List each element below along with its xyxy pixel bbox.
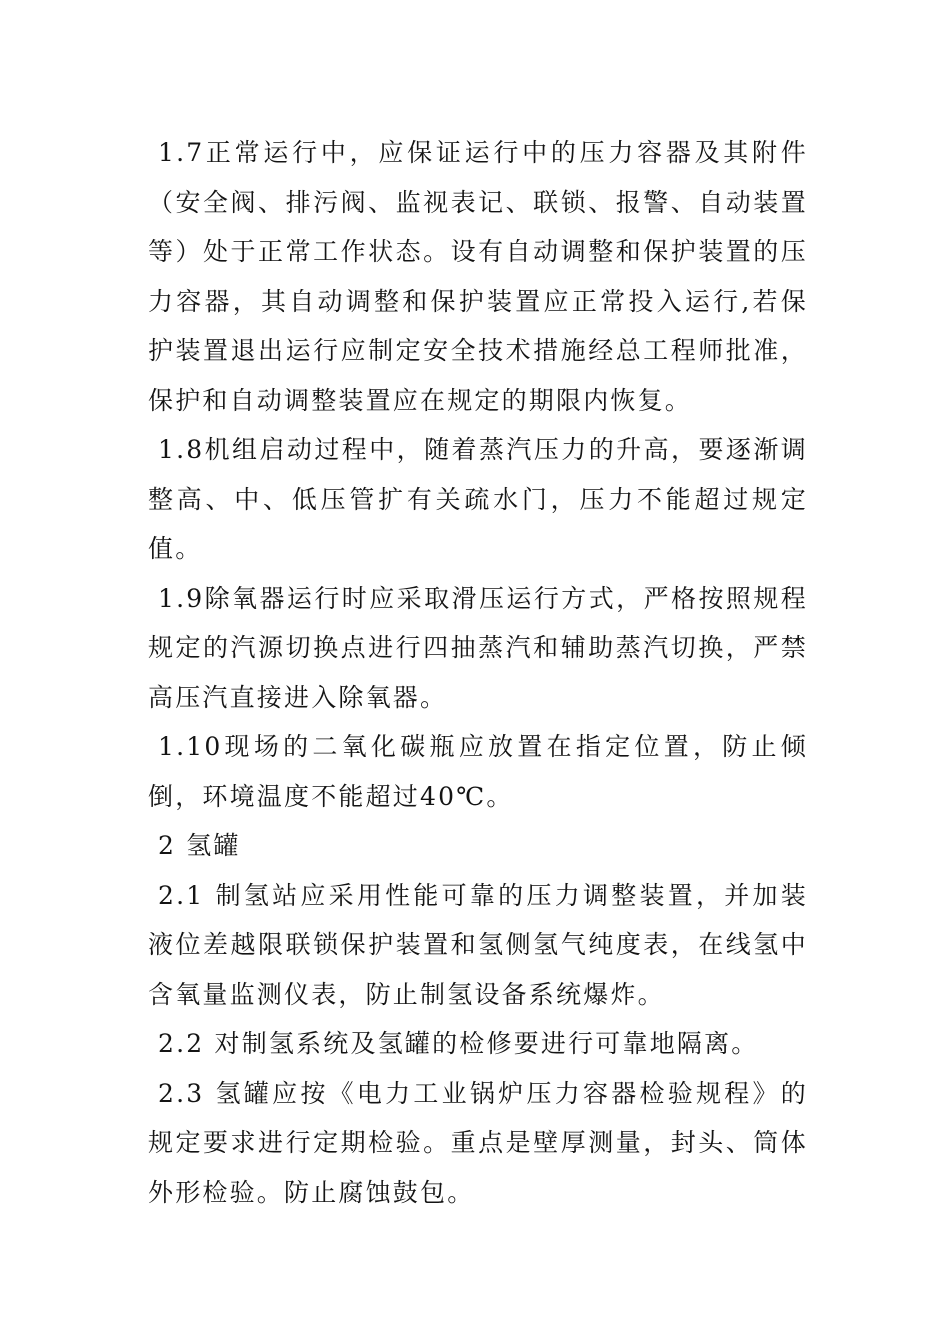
document-body [148,128,808,1217]
paragraph-1-7: 1.7正常运行中，应保证运行中的压力容器及其附件（安全阀、排污阀、监视表记、联锁、报警、自动装置等）处于正常工作状态。设有自动调整和保护装置的压力容器，其自动调整和保护装置应正常投入运行,若保护装置退出运行应制定安全技术措施经总工程师批准，保护和自动调整装置应在规定的期限内恢复。 [148,138,808,415]
paragraph-1-8: 1.8机组启动过程中，随着蒸汽压力的升高，要逐渐调整高、中、低压管扩有关疏水门，压力不能超过规定值。 [148,435,808,563]
paragraph-1-9: 1.9除氧器运行时应采取滑压运行方式，严格按照规程规定的汽源切换点进行四抽蒸汽和辅助蒸汽切换，严禁高压汽直接进入除氧器。 [148,583,808,712]
paragraph-2-2: 2.2 对制氢系统及氢罐的检修要进行可靠地隔离。 [158,1029,759,1058]
paragraph-2-1: 2.1 制氢站应采用性能可靠的压力调整装置，并加装液位差越限联锁保护装置和氢侧氢气纯度表，在线氢中含氧量监测仪表，防止制氢设备系统爆炸。 [148,880,808,1009]
section-heading-hydrogen-tank: 2 氢罐 [158,831,241,860]
paragraph-2-3: 2.3 氢罐应按《电力工业锅炉压力容器检验规程》的规定要求进行定期检验。重点是壁厚测量，封头、筒体外形检验。防止腐蚀鼓包。 [148,1078,808,1207]
paragraph-1-10: 1.10现场的二氧化碳瓶应放置在指定位置，防止倾倒，环境温度不能超过40℃。 [148,732,808,811]
